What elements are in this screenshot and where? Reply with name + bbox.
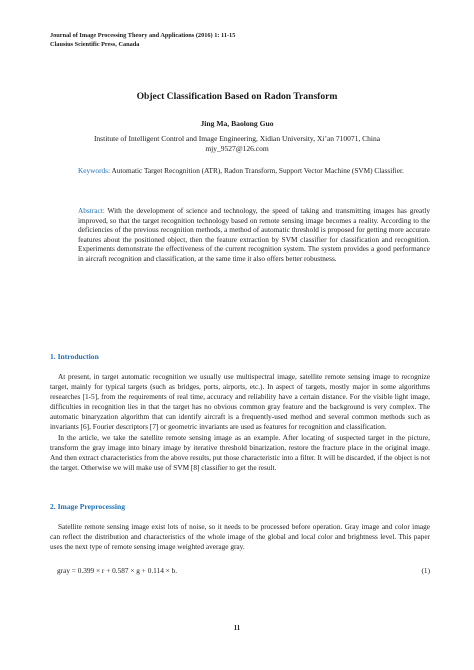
equation-expression: gray = 0.399 × r + 0.587 × g + 0.114 × b.	[57, 566, 178, 575]
journal-header	[50, 31, 235, 49]
introduction-heading: 1. Introduction	[50, 352, 99, 361]
author-list: Jing Ma, Baolong Guo	[200, 119, 274, 128]
publisher-line: Clausius Scientific Press, Canada	[50, 41, 140, 48]
keywords-label: Keywords:	[78, 166, 111, 175]
affiliation-block	[36, 134, 438, 153]
keywords-block	[78, 166, 430, 176]
author-email: mjy_9527@126.com	[205, 143, 269, 153]
paragraph: At present, in target automatic recognition we usually use multispectral image, satellite remote sensing image to recognize target, mainly for typical targets (such as bridges, ports, airports, etc.). In aspect of targets, mostly major in some algorithms researches [1-5], from the requirements of real time, accuracy and reliability have a certain distance. For the visible light image, difficulties in recognition lies in that the target has no obvious common gray feature and the background is very complex. The automatic binaryzation algorithm that can identify aircraft is a frequently-used method and several common methods such as invariants [6], Fourier descriptors [7] or geometric invariants are used as features for recognition and classification.	[50, 372, 430, 432]
keywords-text: Automatic Target Recognition (ATR), Radon Transform, Support Vector Machine (SVM) Classifier.	[111, 166, 404, 175]
introduction-body	[50, 372, 430, 473]
abstract-label: Abstract:	[78, 206, 105, 215]
paper-title: Object Classification Based on Radon Transform	[136, 91, 338, 102]
abstract-text: With the development of science and technology, the speed of taking and transmitting images has greatly improved, so that the target recognition technology based on remote sensing image becomes a reality. According to the deficiencies of the previous recognition methods, a method of automatic threshold is proposed for getting more accurate features about the positioned object, then the feature extraction by SVM classifier for classification and recognition. Experiments demonstrate the effectiveness of the current recognition system. The system provides a good performance in aircraft recognition and classification, at the same time it also offers better robustness.	[78, 206, 430, 263]
abstract-block	[78, 206, 430, 264]
journal-citation: Journal of Image Processing Theory and Applications (2016) 1: 11-15	[50, 32, 236, 39]
page-number: 11	[233, 625, 241, 632]
paragraph: In the article, we take the satellite remote sensing image as an example. After locating of suspected target in the picture, transform the gray image into binary image by iterative threshold binarization, restore the fracture place in the original image. And then extract characteristics from the above results, put those characteristic into a filter. It will be discarded, if the object is not the target. Otherwise we will make use of SVM [8] classifier to get the result.	[50, 432, 430, 472]
paragraph: Satellite remote sensing image exist lots of noise, so it needs to be processed before operation. Gray image and color image can reflect the distribution and characteristics of the whole image of the global and local color and brightness level. This paper uses the next type of remote sensing image weighted average gray.	[50, 522, 430, 552]
image-preprocessing-heading: 2. Image Preprocessing	[50, 502, 126, 511]
image-preprocessing-body	[50, 522, 430, 552]
affiliation-text: Institute of Intelligent Control and Image Engineering, Xidian University, Xi’an 710071, China	[93, 134, 381, 143]
equation-number: (1)	[421, 566, 430, 575]
